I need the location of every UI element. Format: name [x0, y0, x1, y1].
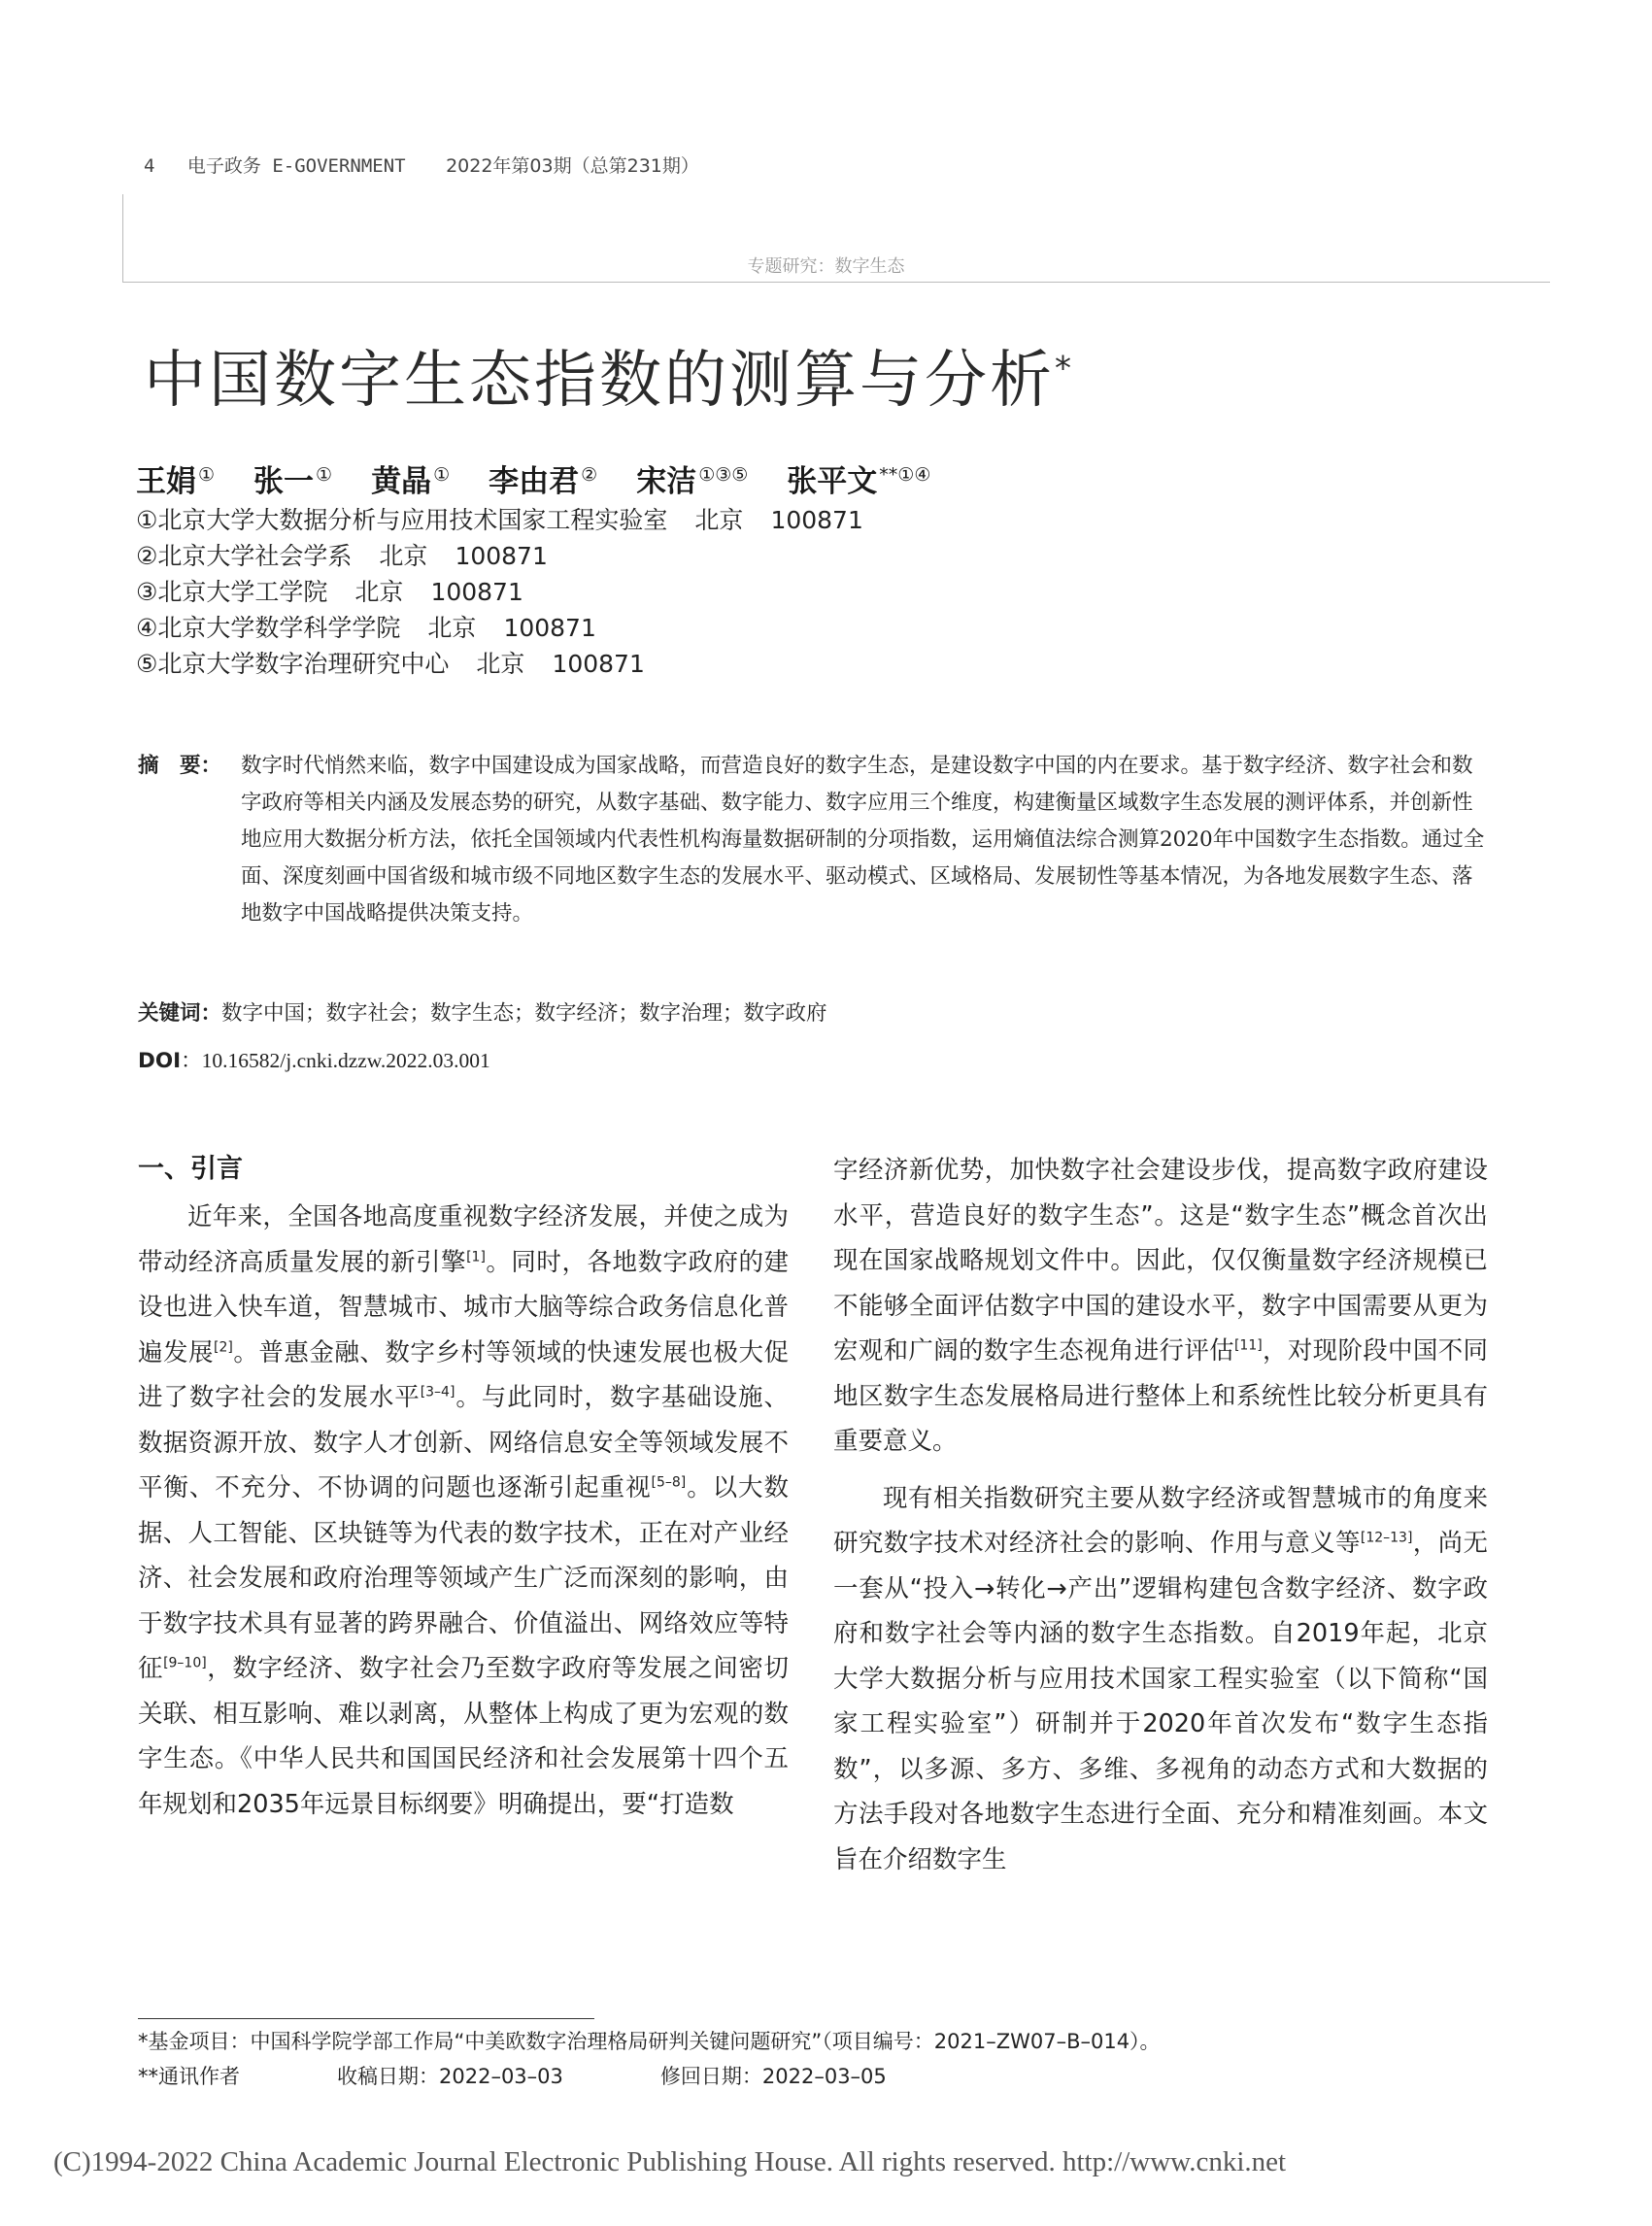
- funding-footnote: *基金项目：中国科学院学部工作局“中美欧数字治理格局研判关键问题研究”（项目编号：2021–ZW07–B–014）。: [138, 2030, 1161, 2053]
- section-label: 专题研究：数字生态: [747, 256, 905, 277]
- citation-ref: [12–13]: [1360, 1530, 1413, 1546]
- affiliation: [136, 538, 863, 574]
- keywords-text: 数字中国；数字社会；数字生态；数字经济；数字治理；数字政府: [221, 1001, 827, 1026]
- affiliation-city: 北京: [694, 506, 744, 534]
- citation-ref: [1]: [466, 1249, 486, 1265]
- affiliation-org: ④北京大学数学科学学院: [136, 614, 401, 642]
- affiliation-org: ⑤北京大学数字治理研究中心: [136, 650, 450, 678]
- body-column-right: [833, 1148, 1488, 1882]
- author: [136, 464, 215, 499]
- running-header: [144, 152, 699, 178]
- author-affiliation-marks: ①: [433, 463, 451, 486]
- affiliation-city: 北京: [476, 650, 525, 678]
- affiliation-org: ②北京大学社会学系: [136, 542, 353, 570]
- abstract-label: 摘 要：: [138, 754, 222, 778]
- citation-ref: [5–8]: [651, 1474, 687, 1491]
- page-number: 4: [144, 155, 155, 177]
- affiliation-postcode: 100871: [552, 650, 645, 678]
- title-text: 中国数字生态指数的测算与分析: [144, 345, 1055, 417]
- affiliation: [136, 610, 863, 646]
- body-text: 近年来，全国各地高度重视数字经济发展，并使之成为带动经济高质量发展的新引擎: [138, 1202, 789, 1277]
- body-paragraph: [138, 1195, 789, 1827]
- author: [371, 464, 450, 499]
- header-horizontal-rule: [122, 282, 1550, 283]
- author-affiliation-marks: ②: [581, 463, 598, 486]
- affiliation-org: ①北京大学大数据分析与应用技术国家工程实验室: [136, 506, 668, 534]
- doi-value: ：10.16582/j.cnki.dzzw.2022.03.001: [181, 1049, 490, 1072]
- affiliation-city: 北京: [354, 578, 404, 606]
- journal-name: 电子政务 E-GOVERNMENT: [186, 155, 406, 177]
- body-text: 。与此同时，数字基础设施、数据资源开放、数字人才创新、网络信息安全等领域发展不平衡、不充分、不协调的问题也逐渐引起重视: [138, 1383, 789, 1502]
- author-name: 宋洁: [636, 464, 697, 499]
- section-heading: 一、引言: [138, 1154, 243, 1184]
- body-paragraph: [833, 1148, 1488, 1465]
- body-text: 现有相关指数研究主要从数字经济或智慧城市的角度来研究数字技术对经济社会的影响、作用与意义等: [833, 1483, 1488, 1558]
- body-text: ，对现阶段中国不同地区数字生态发展格局进行整体上和系统性比较分析更具有重要意义。: [833, 1336, 1488, 1456]
- affiliation-postcode: 100871: [503, 614, 596, 642]
- affiliation: [136, 502, 863, 538]
- affiliation-city: 北京: [379, 542, 428, 570]
- footnote-rule: [138, 2018, 594, 2019]
- body-text: ，数字经济、数字社会乃至数字政府等发展之间密切关联、相互影响、难以剥离，从整体上构成了更为宏观的数字生态。《中华人民共和国国民经济和社会发展第十四个五年规划和2035年远景目标纲要》明确提出，要“打造数: [138, 1654, 789, 1819]
- affiliation: [136, 646, 863, 682]
- article-title: [144, 330, 1074, 420]
- author-name: 张平文: [787, 464, 878, 499]
- affiliation-org: ③北京大学工学院: [136, 578, 328, 606]
- dates-footnote: [138, 2061, 887, 2090]
- keywords-label: 关键词：: [138, 1001, 222, 1026]
- abstract: [138, 748, 1488, 932]
- author-name: 王娟: [136, 464, 196, 499]
- affiliation-list: [136, 502, 863, 682]
- citation-ref: [11]: [1233, 1337, 1263, 1354]
- author-name: 张一: [253, 464, 315, 499]
- citation-ref: [2]: [214, 1339, 233, 1355]
- affiliation-postcode: 100871: [770, 506, 863, 534]
- issue-info: 2022年第03期（总第231期）: [446, 155, 699, 177]
- body-text: 字经济新优势，加快数字社会建设步伐，提高数字政府建设水平，营造良好的数字生态”。这是“数字生态”概念首次出现在国家战略规划文件中。因此，仅仅衡量数字经济规模已不能够全面评估数字中国的建设水平，数字中国需要从更为宏观和广阔的数字生态视角进行评估: [833, 1156, 1488, 1366]
- doi-label: DOI: [138, 1049, 182, 1073]
- citation-ref: [9–10]: [163, 1655, 207, 1671]
- abstract-text: 数字时代悄然来临，数字中国建设成为国家战略，而营造良好的数字生态，是建设数字中国的内在要求。基于数字经济、数字社会和数字政府等相关内涵及发展态势的研究，从数字基础、数字能力、数字应用三个维度，构建衡量区域数字生态发展的测评体系，并创新性地应用大数据分析方法，依托全国领域内代表性机构海量数据研制的分项指数，运用熵值法综合测算2020年中国数字生态指数。通过全面、深度刻画中国省级和城市级不同地区数字生态的发展水平、驱动模式、区域格局、发展韧性等基本情况，为各地发展数字生态、落地数字中国战略提供决策支持。: [241, 754, 1485, 926]
- author: [787, 464, 930, 499]
- copyright-notice: (C)1994-2022 China Academic Journal Electronic Publishing House. All rights reserved. http://www.cnki.net: [53, 2146, 1287, 2177]
- corresponding-author-note: **通讯作者: [138, 2065, 240, 2088]
- author-affiliation-marks: ①: [198, 463, 216, 486]
- affiliation-postcode: 100871: [430, 578, 523, 606]
- affiliation-city: 北京: [427, 614, 477, 642]
- body-paragraph: [833, 1476, 1488, 1883]
- author: [253, 464, 332, 499]
- author-name: 黄晶: [371, 464, 432, 499]
- body-column-left: [138, 1195, 789, 1827]
- author: [489, 464, 597, 499]
- author-list: [136, 456, 969, 500]
- body-text: ，尚无一套从“投入→转化→产出”逻辑构建包含数字经济、数字政府和数字社会等内涵的数字生态指数。自2019年起，北京大学大数据分析与应用技术国家工程实验室（以下简称“国家工程实验室”）研制并于2020年首次发布“数字生态指数”，以多源、多方、多维、多视角的动态方式和大数据的方法手段对各地数字生态进行全面、充分和精准刻画。本文旨在介绍数字生: [833, 1529, 1488, 1874]
- citation-ref: [3–4]: [420, 1384, 455, 1400]
- author-affiliation-marks: ①: [316, 463, 333, 486]
- doi: [138, 1044, 490, 1074]
- author-affiliation-marks: **①④: [879, 463, 931, 486]
- revised-date: 修回日期：2022–03–05: [659, 2065, 887, 2088]
- body-text: 。同时，各地数字政府的建设也进入快车道，智慧城市、城市大脑等综合政务信息化普遍发展: [138, 1247, 789, 1367]
- body-text: 。以大数据、人工智能、区块链等为代表的数字技术，正在对产业经济、社会发展和政府治理等领域产生广泛而深刻的影响，由于数字技术具有显著的跨界融合、价值溢出、网络效应等特征: [138, 1473, 789, 1683]
- body-text: 。普惠金融、数字乡村等领域的快速发展也极大促进了数字社会的发展水平: [138, 1337, 789, 1412]
- title-footnote-mark: *: [1055, 349, 1074, 388]
- keywords: [138, 996, 827, 1027]
- affiliation: [136, 574, 863, 610]
- received-date: 收稿日期：2022–03–03: [337, 2065, 563, 2088]
- author-affiliation-marks: ①③⑤: [698, 463, 749, 486]
- affiliation-postcode: 100871: [455, 542, 548, 570]
- author: [636, 464, 748, 499]
- author-name: 李由君: [489, 464, 580, 499]
